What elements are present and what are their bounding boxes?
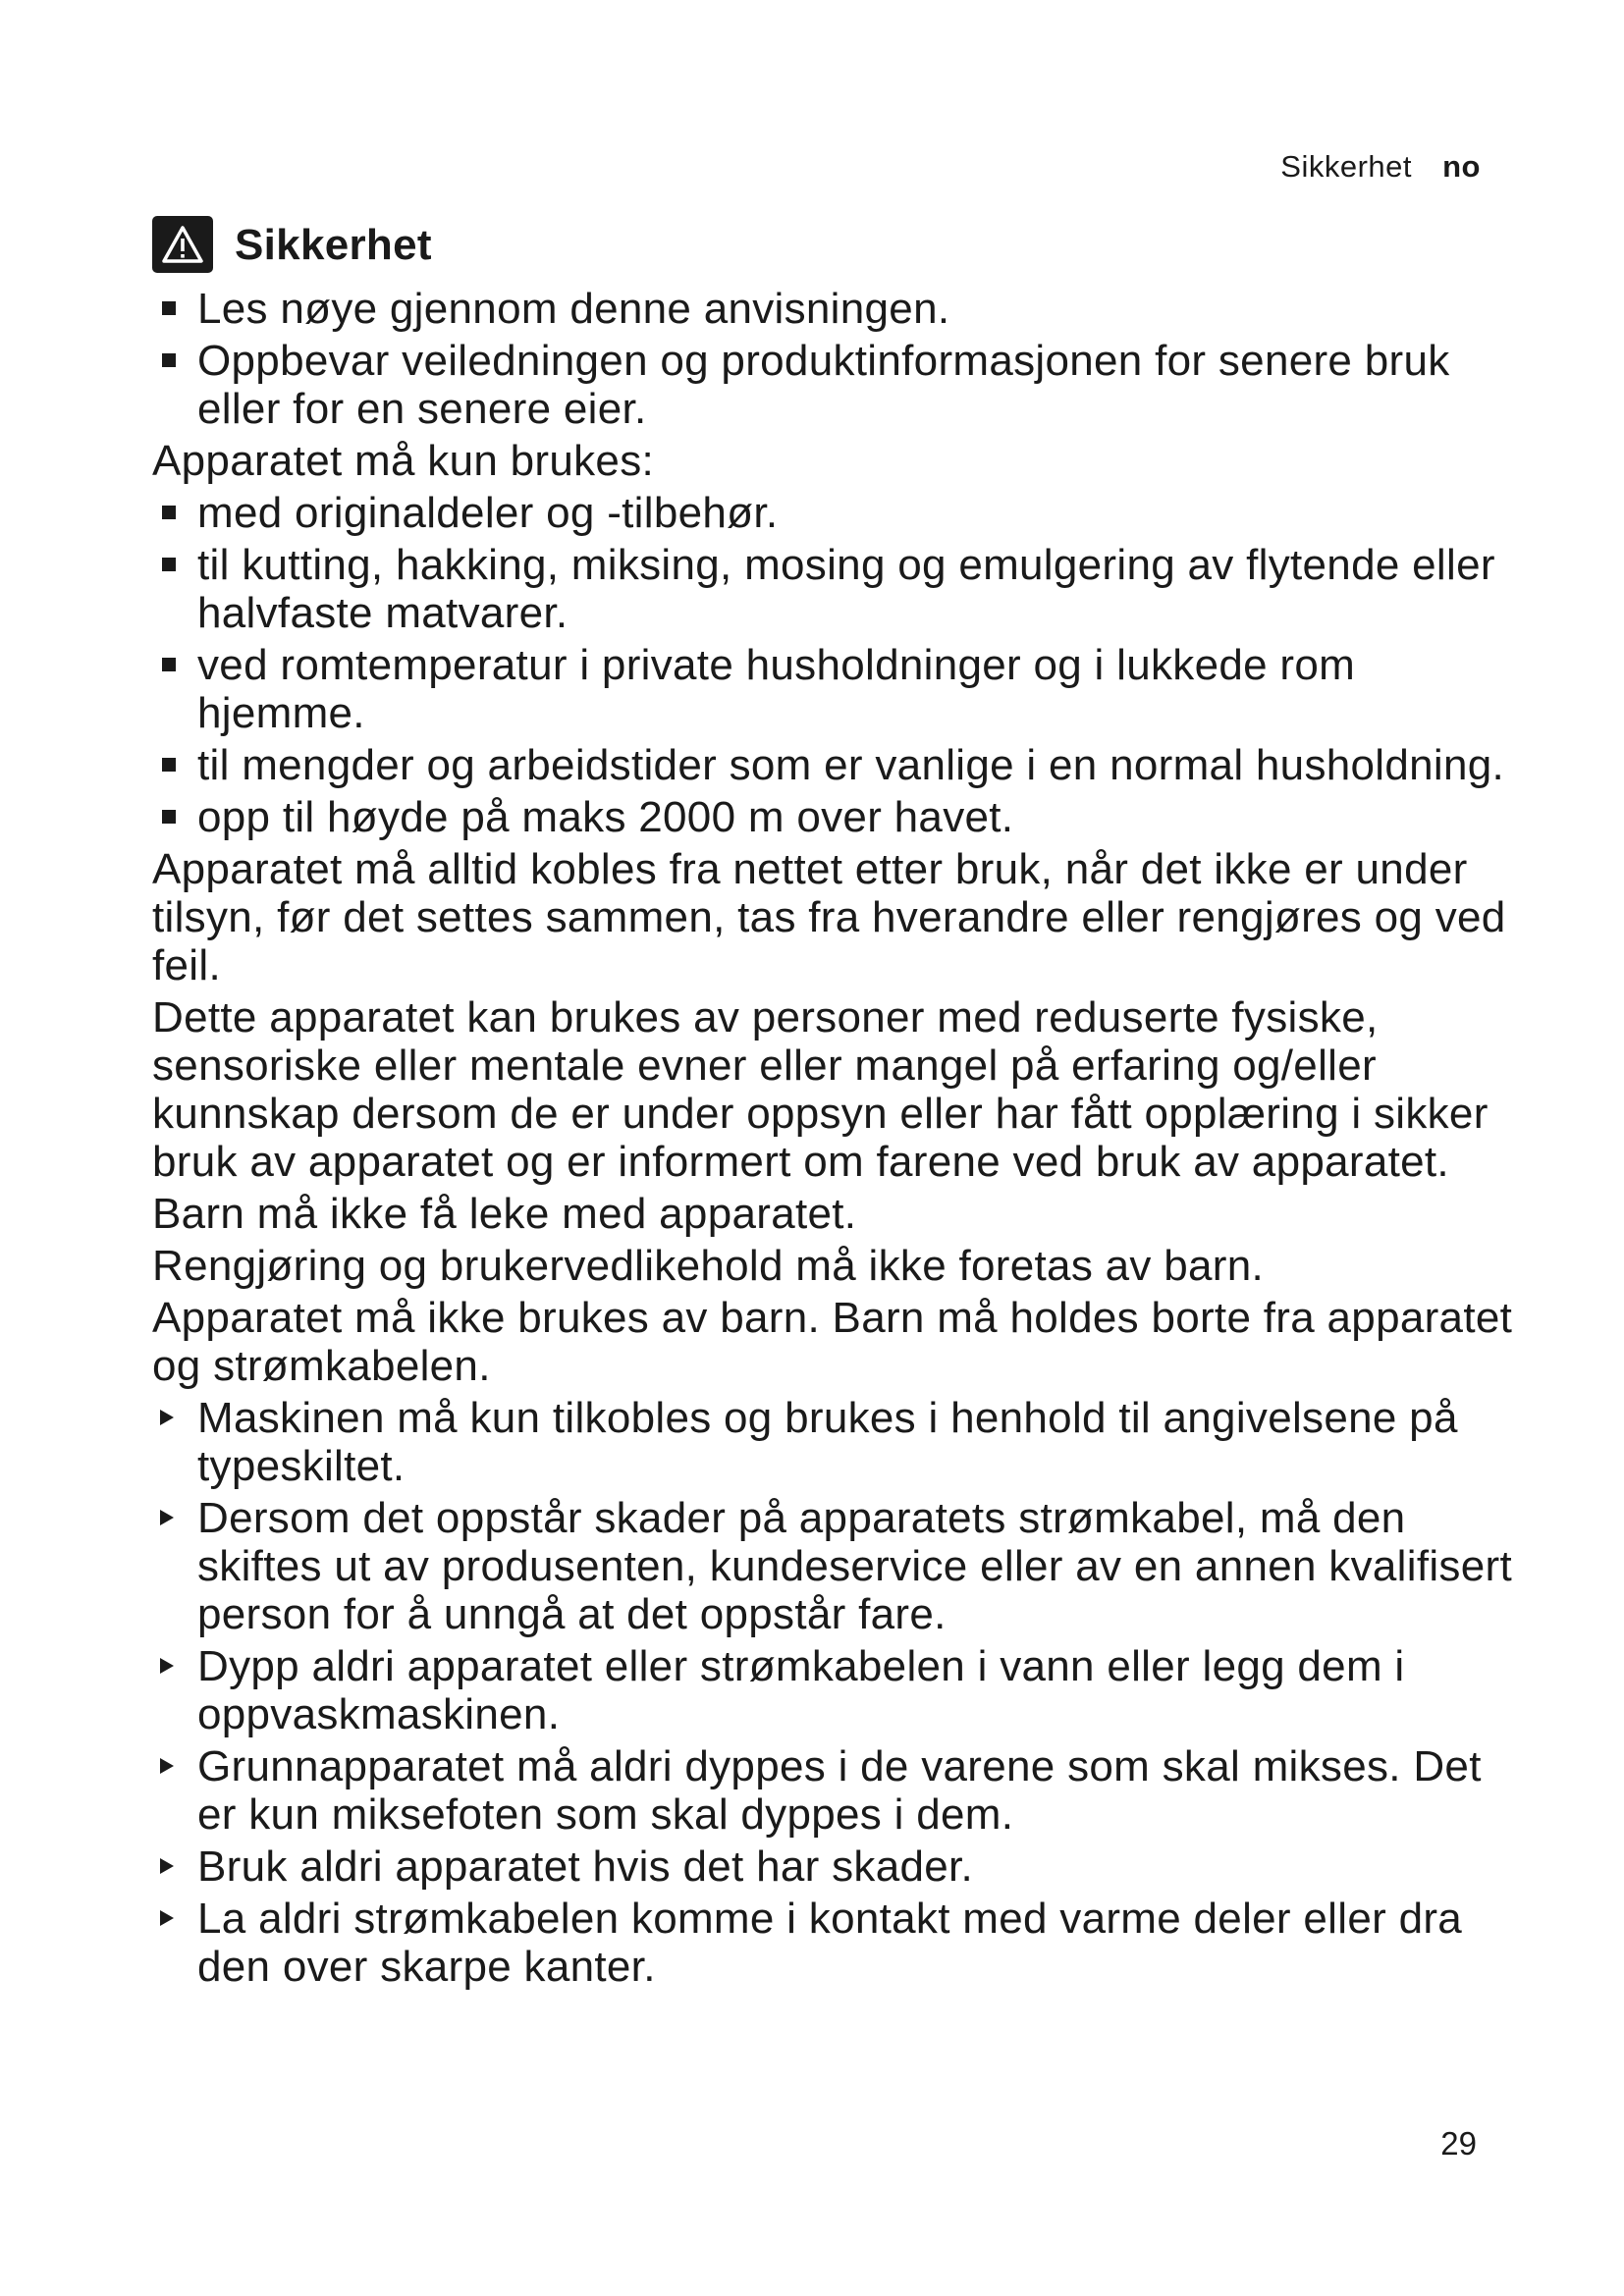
list-item-text: ved romtemperatur i private husholdninger og i lukkede rom hjemme. — [197, 641, 1356, 737]
square-bullet-icon — [162, 558, 176, 571]
list-item — [152, 793, 1522, 841]
paragraph: Barn må ikke få leke med apparatet. — [152, 1190, 857, 1238]
triangle-bullet-icon — [160, 1910, 174, 1926]
instruction-item — [152, 1394, 1522, 1490]
square-bullet-icon — [162, 301, 176, 315]
instruction-text: Grunnapparatet må aldri dyppes i de varene som skal mikses. Det er kun miksefoten som skal dyppes i dem. — [197, 1742, 1482, 1839]
list-item-text: Oppbevar veiledningen og produktinformasjonen for senere bruk eller for en senere eier. — [197, 337, 1450, 433]
list-item — [152, 541, 1522, 637]
square-bullet-icon — [162, 658, 176, 671]
paragraph: Rengjøring og brukervedlikehold må ikke foretas av barn. — [152, 1242, 1265, 1290]
paragraph: Dette apparatet kan brukes av personer med reduserte fysiske, sensoriske eller mentale evner eller mangel på erfaring og/eller kunnskap dersom de er under oppsyn eller har fått opplæring i sikker bruk av apparatet og er informert om farene ved bruk av apparatet. — [152, 993, 1489, 1186]
square-bullet-icon — [162, 353, 176, 367]
triangle-bullet-icon — [160, 1410, 174, 1425]
paragraph: Apparatet må alltid kobles fra nettet etter bruk, når det ikke er under tilsyn, før det settes sammen, tas fra hverandre eller rengjøres og ved feil. — [152, 845, 1506, 989]
list-item — [152, 741, 1522, 789]
page-number: 29 — [1440, 2125, 1477, 2162]
list-item — [152, 337, 1522, 433]
instruction-item — [152, 1742, 1522, 1839]
list-item — [152, 641, 1522, 737]
running-header — [1280, 149, 1481, 185]
list-item-text: med originaldeler og -tilbehør. — [197, 489, 779, 537]
warning-icon — [152, 216, 213, 273]
list-item-text: opp til høyde på maks 2000 m over havet. — [197, 793, 1014, 841]
instruction-text: Dersom det oppstår skader på apparatets strømkabel, må den skiftes ut av produsenten, kundeservice eller av en annen kvalifisert person for å unngå at det oppstår fare. — [197, 1494, 1512, 1638]
running-header-section: Sikkerhet — [1280, 149, 1412, 184]
triangle-bullet-icon — [160, 1510, 174, 1525]
instruction-item — [152, 1494, 1522, 1638]
instruction-text: Dypp aldri apparatet eller strømkabelen i vann eller legg dem i oppvaskmaskinen. — [197, 1642, 1405, 1738]
paragraph: Apparatet må ikke brukes av barn. Barn må holdes borte fra apparatet og strømkabelen. — [152, 1294, 1513, 1390]
section-heading — [152, 214, 1522, 275]
instruction-text: Bruk aldri apparatet hvis det har skader. — [197, 1842, 974, 1891]
instruction-text: La aldri strømkabelen komme i kontakt med varme deler eller dra den over skarpe kanter. — [197, 1895, 1463, 1991]
running-header-language: no — [1442, 149, 1481, 184]
list-item — [152, 285, 1522, 333]
list-item-text: til mengder og arbeidstider som er vanlige i en normal husholdning. — [197, 741, 1505, 789]
square-bullet-icon — [162, 810, 176, 824]
section-title: Sikkerhet — [235, 220, 432, 269]
instruction-item — [152, 1895, 1522, 1991]
list-item-text: Les nøye gjennom denne anvisningen. — [197, 285, 950, 333]
triangle-bullet-icon — [160, 1658, 174, 1674]
instruction-item — [152, 1642, 1522, 1738]
list-item — [152, 489, 1522, 537]
usage-intro: Apparatet må kun brukes: — [152, 437, 655, 485]
triangle-bullet-icon — [160, 1858, 174, 1874]
instruction-item — [152, 1842, 1522, 1891]
square-bullet-icon — [162, 758, 176, 772]
instruction-text: Maskinen må kun tilkobles og brukes i henhold til angivelsene på typeskiltet. — [197, 1394, 1458, 1490]
triangle-bullet-icon — [160, 1758, 174, 1774]
square-bullet-icon — [162, 506, 176, 519]
list-item-text: til kutting, hakking, miksing, mosing og emulgering av flytende eller halvfaste matvarer. — [197, 541, 1495, 637]
safety-section — [152, 214, 1522, 1995]
